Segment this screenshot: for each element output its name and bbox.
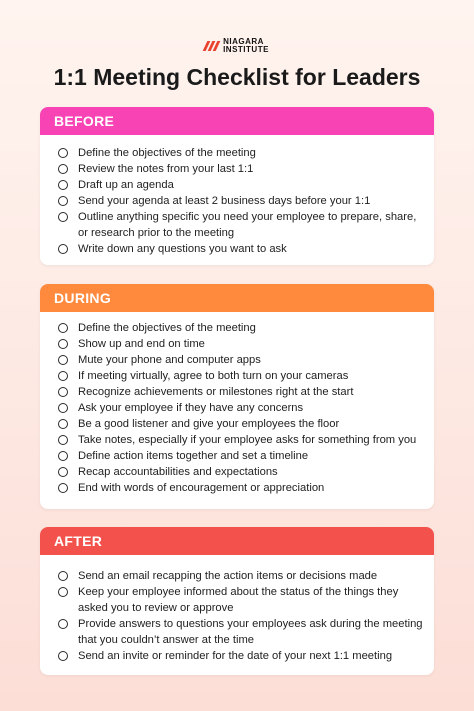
checkbox-circle-icon[interactable] [58, 148, 68, 158]
checkbox-circle-icon[interactable] [58, 323, 68, 333]
checkbox-circle-icon[interactable] [58, 196, 68, 206]
checklist-item[interactable]: Provide answers to questions your employees ask during the meeting that you couldn’t answer at the time [58, 616, 426, 648]
section-after [40, 527, 434, 675]
checklist-item[interactable]: Keep your employee informed about the status of the things they asked you to review or approve [58, 584, 426, 616]
checklist-item[interactable]: Draft up an agenda [58, 177, 426, 193]
checklist-item[interactable]: Recognize achievements or milestones right at the start [58, 384, 426, 400]
section-before-list [40, 135, 434, 257]
checkbox-circle-icon[interactable] [58, 164, 68, 174]
checklist-item[interactable]: Send your agenda at least 2 business days before your 1:1 [58, 193, 426, 209]
checkbox-circle-icon[interactable] [58, 244, 68, 254]
checklist-item[interactable]: Be a good listener and give your employees the floor [58, 416, 426, 432]
brand-logo [0, 38, 474, 54]
checkbox-circle-icon[interactable] [58, 355, 68, 365]
checkbox-circle-icon[interactable] [58, 619, 68, 629]
logo-mark-icon [203, 41, 221, 51]
checkbox-circle-icon[interactable] [58, 587, 68, 597]
checklist-item[interactable]: Write down any questions you want to ask [58, 241, 426, 257]
checklist-item[interactable]: Send an email recapping the action items or decisions made [58, 568, 426, 584]
checklist-item[interactable]: Mute your phone and computer apps [58, 352, 426, 368]
checklist-item[interactable]: Review the notes from your last 1:1 [58, 161, 426, 177]
logo-line-1: NIAGARA [223, 37, 264, 46]
section-during-list [40, 312, 434, 496]
checkbox-circle-icon[interactable] [58, 467, 68, 477]
checklist-item[interactable]: End with words of encouragement or appreciation [58, 480, 426, 496]
checklist-item[interactable]: Take notes, especially if your employee asks for something from you [58, 432, 426, 448]
checkbox-circle-icon[interactable] [58, 419, 68, 429]
section-during [40, 284, 434, 509]
checkbox-circle-icon[interactable] [58, 435, 68, 445]
checklist-item[interactable]: Recap accountabilities and expectations [58, 464, 426, 480]
checklist-item[interactable]: Outline anything specific you need your employee to prepare, share, or research prior to the meeting [58, 209, 426, 241]
checklist-item[interactable]: Define action items together and set a timeline [58, 448, 426, 464]
checklist-item[interactable]: Send an invite or reminder for the date of your next 1:1 meeting [58, 648, 426, 664]
checklist-item[interactable]: Show up and end on time [58, 336, 426, 352]
logo-line-2: INSTITUTE [223, 45, 269, 54]
checklist-item[interactable]: Define the objectives of the meeting [58, 145, 426, 161]
logo-wordmark [223, 38, 269, 54]
checkbox-circle-icon[interactable] [58, 339, 68, 349]
checkbox-circle-icon[interactable] [58, 651, 68, 661]
section-after-header: AFTER [40, 527, 434, 555]
page-title: 1:1 Meeting Checklist for Leaders [53, 64, 421, 90]
section-before-header: BEFORE [40, 107, 434, 135]
checkbox-circle-icon[interactable] [58, 371, 68, 381]
checklist-item[interactable]: Define the objectives of the meeting [58, 320, 426, 336]
checkbox-circle-icon[interactable] [58, 571, 68, 581]
checklist-item[interactable]: Ask your employee if they have any concerns [58, 400, 426, 416]
section-during-header: DURING [40, 284, 434, 312]
checkbox-circle-icon[interactable] [58, 403, 68, 413]
checklist-item[interactable]: If meeting virtually, agree to both turn on your cameras [58, 368, 426, 384]
checkbox-circle-icon[interactable] [58, 451, 68, 461]
checkbox-circle-icon[interactable] [58, 387, 68, 397]
section-before [40, 107, 434, 265]
checkbox-circle-icon[interactable] [58, 212, 68, 222]
checkbox-circle-icon[interactable] [58, 483, 68, 493]
section-after-list [40, 555, 434, 664]
checkbox-circle-icon[interactable] [58, 180, 68, 190]
